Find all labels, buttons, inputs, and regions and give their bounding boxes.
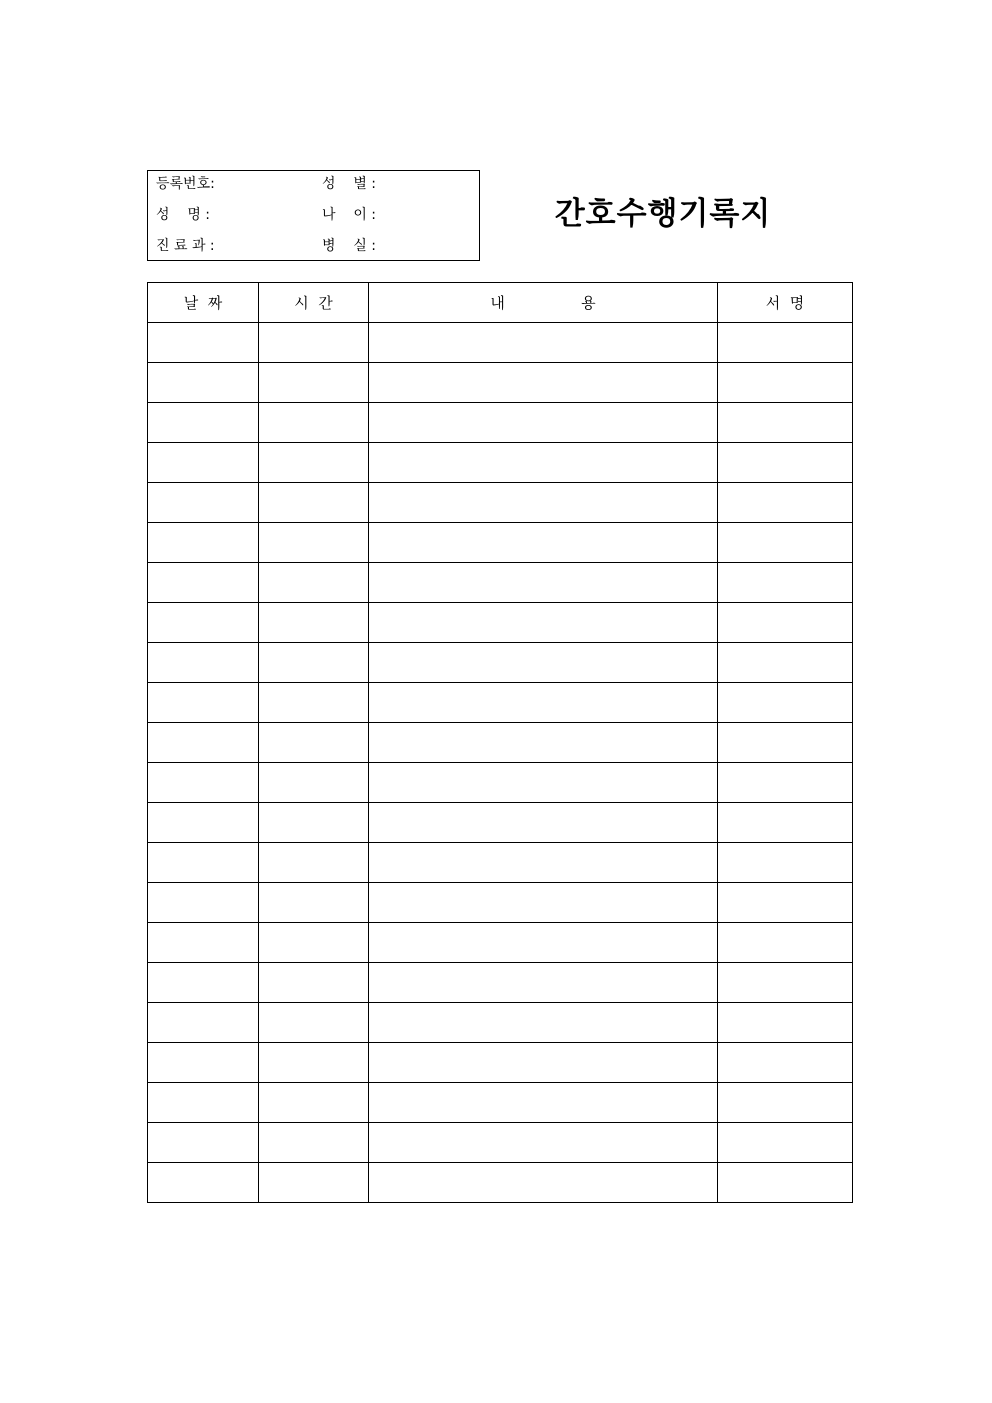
date-cell[interactable] (148, 483, 259, 523)
time-cell[interactable] (259, 963, 369, 1003)
content-cell[interactable] (369, 683, 718, 723)
content-cell[interactable] (369, 763, 718, 803)
signature-cell[interactable] (718, 763, 853, 803)
content-cell[interactable] (369, 403, 718, 443)
signature-cell[interactable] (718, 323, 853, 363)
age-label: 나 이 : (322, 207, 377, 223)
table-row (148, 1123, 853, 1163)
time-cell[interactable] (259, 683, 369, 723)
table-row (148, 363, 853, 403)
date-cell[interactable] (148, 363, 259, 403)
content-cell[interactable] (369, 563, 718, 603)
time-cell[interactable] (259, 1083, 369, 1123)
date-cell[interactable] (148, 443, 259, 483)
ward-label: 병 실 : (322, 238, 377, 254)
info-row-department (148, 236, 479, 256)
time-cell[interactable] (259, 483, 369, 523)
signature-cell[interactable] (718, 1083, 853, 1123)
header-date: 날 짜 (148, 283, 259, 323)
table-row (148, 603, 853, 643)
date-cell[interactable] (148, 1163, 259, 1203)
signature-cell[interactable] (718, 843, 853, 883)
content-cell[interactable] (369, 723, 718, 763)
time-cell[interactable] (259, 563, 369, 603)
content-cell[interactable] (369, 443, 718, 483)
content-cell[interactable] (369, 1163, 718, 1203)
table-row (148, 403, 853, 443)
signature-cell[interactable] (718, 723, 853, 763)
date-cell[interactable] (148, 803, 259, 843)
table-header-row (148, 283, 853, 323)
date-cell[interactable] (148, 963, 259, 1003)
content-cell[interactable] (369, 843, 718, 883)
date-cell[interactable] (148, 403, 259, 443)
signature-cell[interactable] (718, 1043, 853, 1083)
signature-cell[interactable] (718, 563, 853, 603)
date-cell[interactable] (148, 763, 259, 803)
content-cell[interactable] (369, 1003, 718, 1043)
signature-cell[interactable] (718, 683, 853, 723)
signature-cell[interactable] (718, 1163, 853, 1203)
signature-cell[interactable] (718, 1123, 853, 1163)
date-cell[interactable] (148, 923, 259, 963)
info-row-name (148, 205, 479, 225)
table-row (148, 323, 853, 363)
signature-cell[interactable] (718, 923, 853, 963)
time-cell[interactable] (259, 843, 369, 883)
signature-cell[interactable] (718, 963, 853, 1003)
signature-cell[interactable] (718, 883, 853, 923)
table-row (148, 763, 853, 803)
content-cell[interactable] (369, 1043, 718, 1083)
content-cell[interactable] (369, 523, 718, 563)
table-row (148, 843, 853, 883)
table-row (148, 683, 853, 723)
time-cell[interactable] (259, 883, 369, 923)
time-cell[interactable] (259, 1163, 369, 1203)
signature-cell[interactable] (718, 603, 853, 643)
time-cell[interactable] (259, 723, 369, 763)
signature-cell[interactable] (718, 403, 853, 443)
date-cell[interactable] (148, 723, 259, 763)
table-row (148, 523, 853, 563)
content-cell[interactable] (369, 483, 718, 523)
date-cell[interactable] (148, 683, 259, 723)
signature-cell[interactable] (718, 523, 853, 563)
signature-cell[interactable] (718, 483, 853, 523)
table-row (148, 1043, 853, 1083)
content-cell[interactable] (369, 603, 718, 643)
signature-cell[interactable] (718, 643, 853, 683)
table-body (148, 323, 853, 1203)
department-label: 진 료 과 : (156, 238, 215, 254)
time-cell[interactable] (259, 363, 369, 403)
name-label: 성 명 : (156, 207, 211, 223)
table-row (148, 923, 853, 963)
content-cell[interactable] (369, 923, 718, 963)
gender-label: 성 별 : (322, 176, 377, 192)
date-cell[interactable] (148, 523, 259, 563)
signature-cell[interactable] (718, 803, 853, 843)
content-cell[interactable] (369, 1083, 718, 1123)
date-cell[interactable] (148, 1083, 259, 1123)
time-cell[interactable] (259, 1043, 369, 1083)
content-cell[interactable] (369, 963, 718, 1003)
registration-number-label: 등록번호: (156, 176, 215, 192)
table-row (148, 803, 853, 843)
signature-cell[interactable] (718, 1003, 853, 1043)
content-cell[interactable] (369, 323, 718, 363)
time-cell[interactable] (259, 443, 369, 483)
info-row-registration (148, 174, 479, 194)
document-title: 간호수행기록지 (554, 196, 772, 232)
date-cell[interactable] (148, 843, 259, 883)
date-cell[interactable] (148, 323, 259, 363)
time-cell[interactable] (259, 1123, 369, 1163)
content-cell[interactable] (369, 643, 718, 683)
content-cell[interactable] (369, 883, 718, 923)
table-row (148, 1163, 853, 1203)
date-cell[interactable] (148, 603, 259, 643)
time-cell[interactable] (259, 603, 369, 643)
date-cell[interactable] (148, 1003, 259, 1043)
signature-cell[interactable] (718, 363, 853, 403)
table-row (148, 563, 853, 603)
content-cell[interactable] (369, 803, 718, 843)
time-cell[interactable] (259, 643, 369, 683)
time-cell[interactable] (259, 763, 369, 803)
table-row (148, 963, 853, 1003)
time-cell[interactable] (259, 323, 369, 363)
time-cell[interactable] (259, 923, 369, 963)
date-cell[interactable] (148, 643, 259, 683)
header-content: 내 용 (369, 283, 718, 323)
time-cell[interactable] (259, 803, 369, 843)
date-cell[interactable] (148, 883, 259, 923)
header-signature: 서 명 (718, 283, 853, 323)
content-cell[interactable] (369, 363, 718, 403)
nursing-record-table (147, 282, 853, 1203)
table-row (148, 443, 853, 483)
table-row (148, 1003, 853, 1043)
date-cell[interactable] (148, 1123, 259, 1163)
table-row (148, 643, 853, 683)
date-cell[interactable] (148, 1043, 259, 1083)
table-row (148, 483, 853, 523)
date-cell[interactable] (148, 563, 259, 603)
table-row (148, 883, 853, 923)
table-row (148, 723, 853, 763)
table-row (148, 1083, 853, 1123)
patient-info-box (147, 170, 480, 261)
time-cell[interactable] (259, 403, 369, 443)
content-cell[interactable] (369, 1123, 718, 1163)
signature-cell[interactable] (718, 443, 853, 483)
header-time: 시 간 (259, 283, 369, 323)
time-cell[interactable] (259, 523, 369, 563)
time-cell[interactable] (259, 1003, 369, 1043)
